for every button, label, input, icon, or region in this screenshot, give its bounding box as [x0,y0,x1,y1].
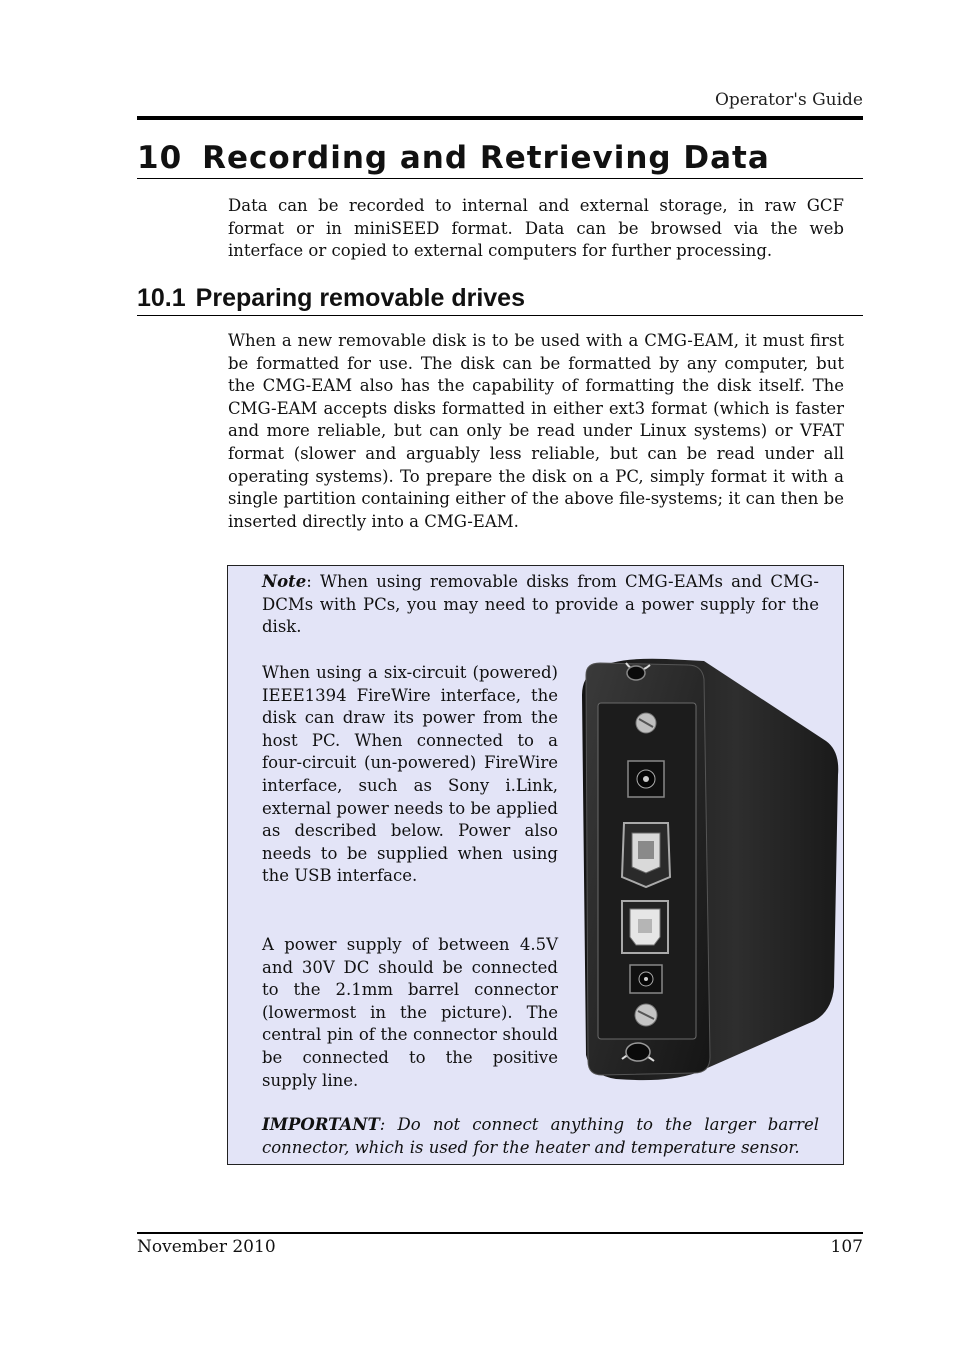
firewire-paragraph: When using a six-circuit (powered) IEEE1394 FireWire interface, the disk can draw its power from the host PC. When connected to a four-circuit (un-powered) FireWire interface, such as Sony i.Link, external power needs to be applied as described below. Power also needs to be supplied when using the USB interface. [262,663,558,886]
section-title [137,284,863,316]
removable-disk-enclosure-photo [576,655,842,1081]
footer-date: November 2010 [137,1237,276,1257]
header-rule [137,116,863,120]
note-box [227,565,844,1165]
note-label: Note [262,572,307,591]
important-paragraph [262,1114,819,1159]
section-title-text: Preparing removable drives [195,284,525,312]
bottom-screw-hole [626,1043,650,1061]
page-number: 107 [830,1237,863,1257]
important-text: : Do not connect anything to the larger barrel connector, which is used for the heater and temperature sensor. [262,1115,819,1157]
important-label: IMPORTANT [262,1115,380,1134]
section-paragraph: When a new removable disk is to be used with a CMG-EAM, it must first be formatted for use. The disk can be formatted by any computer, but the CMG-EAM also has the capability of formatting the disk itself. The CMG-EAM accepts disks formatted in either ext3 format (which is faster and more reliable, but can only be read under Linux systems) or VFAT format (slower and arguably less reliable, but can be read under all operating systems). To prepare the disk on a PC, simply format it with a single partition containing either of the above file-systems; it can then be inserted directly into a CMG-EAM. [228,331,844,531]
note-paragraph [262,571,819,639]
power-paragraph: A power supply of between 4.5V and 30V DC should be connected to the 2.1mm barrel connector (lowermost in the picture). The central pin of the connector should be connected to the positive supply line. [262,935,558,1090]
chapter-title-text: Recording and Retrieving Data [202,140,770,176]
chapter-title [137,140,863,179]
footer-rule [137,1232,863,1234]
intro-paragraph: Data can be recorded to internal and external storage, in raw GCF format or in miniSEED format. Data can be browsed via the web interface or copied to external computers for further processing. [228,196,844,261]
running-header: Operator's Guide [714,90,863,110]
note-text: : When using removable disks from CMG-EAMs and CMG-DCMs with PCs, you may need to provide a power supply for the disk. [262,572,819,637]
chapter-number: 10 [137,140,183,176]
section-number: 10.1 [137,284,186,312]
top-screw-hole [627,666,645,680]
